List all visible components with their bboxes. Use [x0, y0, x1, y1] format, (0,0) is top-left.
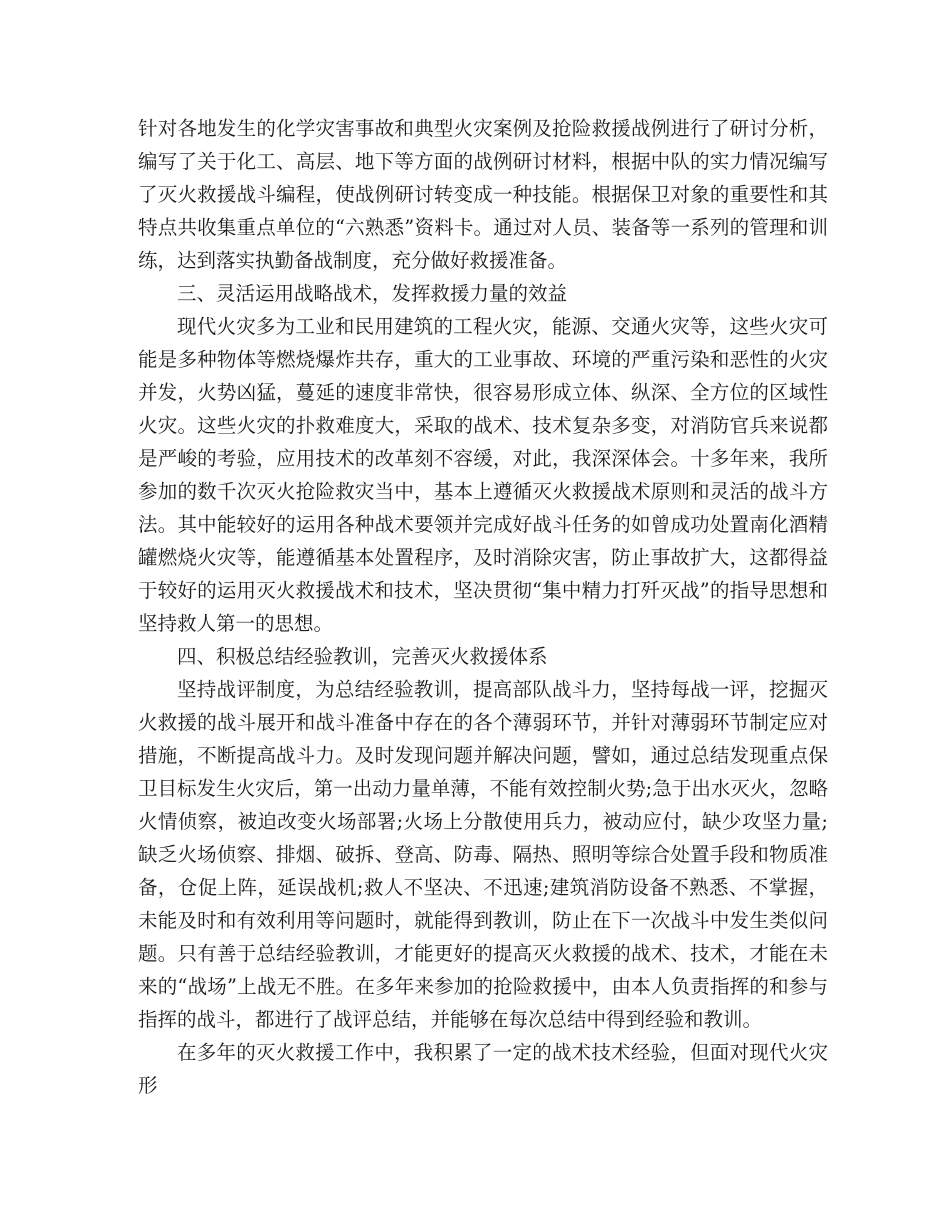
section-heading-4: 四、积极总结经验教训，完善灭火救援体系: [177, 645, 548, 668]
section-heading-3: 三、灵活运用战略战术，发挥救援力量的效益: [177, 282, 568, 305]
paragraph-closing: 在多年的灭火救援工作中，我积累了一定的战术技术经验，但面对现代火灾形: [138, 1041, 828, 1097]
document-body: [138, 112, 828, 1102]
paragraph-continuation: 针对各地发生的化学灾害事故和典型火灾案例及抢险救援战例进行了研讨分析，编写了关于化工、高层、地下等方面的战例研讨材料，根据中队的实力情况编写了灭火救援战斗编程，使战例研讨转变成一种技能。根据保卫对象的重要性和其特点共收集重点单位的“六熟悉”资料卡。通过对人员、装备等一系列的管理和训练，达到落实执勤备战制度，充分做好救援准备。: [138, 117, 828, 272]
paragraph-modern-fires: 现代火灾多为工业和民用建筑的工程火灾，能源、交通火灾等，这些火灾可能是多种物体等燃烧爆炸共存，重大的工业事故、环境的严重污染和恶性的火灾并发，火势凶猛，蔓延的速度非常快，很容易形成立体、纵深、全方位的区域性火灾。这些火灾的扑救难度大，采取的战术、技术复杂多变，对消防官兵来说都是严峻的考验，应用技术的改革刻不容缓，对此，我深深体会。十多年来，我所参加的数千次灭火抢险救灾当中，基本上遵循灭火救援战术原则和灵活的战斗方法。其中能较好的运用各种战术要领并完成好战斗任务的如曾成功处置南化酒精罐燃烧火灾等，能遵循基本处置程序，及时消除灾害，防止事故扩大，这都得益于较好的运用灭火救援战术和技术，坚决贯彻“集中精力打歼灭战”的指导思想和坚持救人第一的思想。: [138, 315, 828, 635]
paragraph-battle-review: 坚持战评制度，为总结经验教训，提高部队战斗力，坚持每战一评，挖掘灭火救援的战斗展开和战斗准备中存在的各个薄弱环节，并针对薄弱环节制定应对措施，不断提高战斗力。及时发现问题并解决问题，譬如，通过总结发现重点保卫目标发生火灾后，第一出动力量单薄，不能有效控制火势;急于出水灭火，忽略火情侦察，被迫改变火场部署;火场上分散使用兵力，被动应付，缺少攻坚力量;缺乏火场侦察、排烟、破拆、登高、防毒、隔热、照明等综合处置手段和物质准备，仓促上阵，延误战机;救人不坚决、不迅速;建筑消防设备不熟悉、不掌握，未能及时和有效利用等问题时，就能得到教训，防止在下一次战斗中发生类似问题。只有善于总结经验教训，才能更好的提高灭火救援的战术、技术，才能在未来的“战场”上战无不胜。在多年来参加的抢险救援中，由本人负责指挥的和参与指挥的战斗，都进行了战评总结，并能够在每次总结中得到经验和教训。: [138, 678, 828, 1031]
